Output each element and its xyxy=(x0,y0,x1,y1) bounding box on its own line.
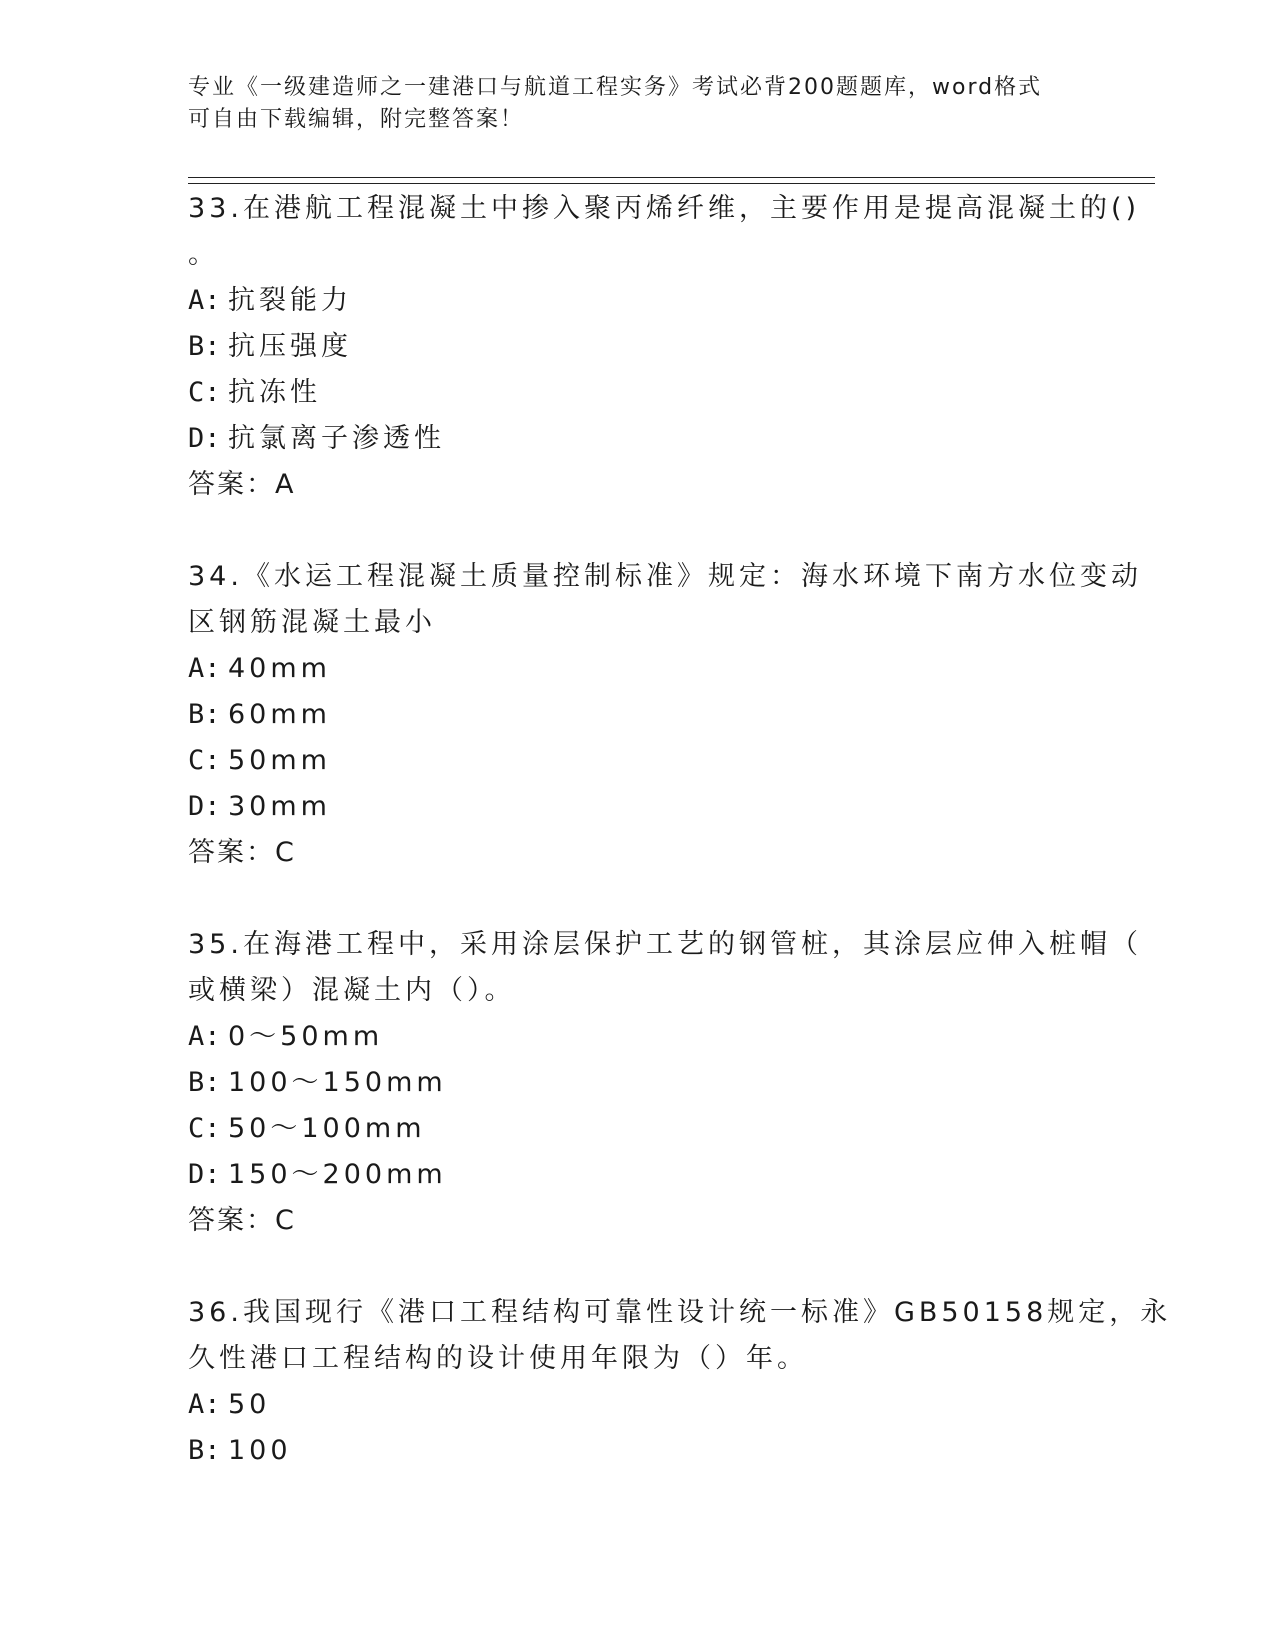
spacer xyxy=(188,508,1088,554)
option-key: C: xyxy=(188,745,221,776)
question-stem-line-1: 35.在海港工程中，采用涂层保护工艺的钢管桩，其涂层应伸入桩帽（ xyxy=(188,929,1142,960)
option-c xyxy=(188,1106,1088,1152)
option-d xyxy=(188,784,1088,830)
option-key: D: xyxy=(188,423,221,454)
question-36 xyxy=(188,1290,1172,1474)
option-key: B: xyxy=(188,331,221,362)
option-key: A: xyxy=(188,653,221,684)
header-title-line-1: 专业《一级建造师之一建港口与航道工程实务》考试必背200题题库，word格式 xyxy=(188,75,1043,100)
option-a xyxy=(188,1382,1088,1428)
question-35 xyxy=(188,922,1142,1244)
question-list xyxy=(188,186,1172,1474)
question-stem-line-2: 。 xyxy=(188,239,219,270)
question-34 xyxy=(188,554,1142,876)
option-text: 抗冻性 xyxy=(228,377,321,408)
question-stem-line-2: 或横梁）混凝土内（）。 xyxy=(188,975,516,1006)
option-key: D: xyxy=(188,791,221,822)
header-divider-top xyxy=(188,177,1155,178)
document-header xyxy=(188,72,1088,136)
option-a xyxy=(188,1014,1088,1060)
question-33 xyxy=(188,186,1141,508)
option-text: 50～100mm xyxy=(228,1113,426,1144)
option-a xyxy=(188,278,1088,324)
question-stem-line-1: 34.《水运工程混凝土质量控制标准》规定：海水环境下南方水位变动 xyxy=(188,561,1142,592)
question-stem-line-1: 33.在港航工程混凝土中掺入聚丙烯纤维，主要作用是提高混凝土的() xyxy=(188,193,1141,224)
header-title-line-2: 可自由下载编辑，附完整答案！ xyxy=(188,107,525,132)
option-key: C: xyxy=(188,1113,221,1144)
option-b xyxy=(188,1428,1088,1474)
option-key: A: xyxy=(188,285,221,316)
option-key: C: xyxy=(188,377,221,408)
question-stem-line-2: 久性港口工程结构的设计使用年限为（）年。 xyxy=(188,1343,808,1374)
option-b xyxy=(188,324,1088,370)
option-d xyxy=(188,416,1088,462)
option-text: 30mm xyxy=(228,791,331,822)
option-key: B: xyxy=(188,1067,221,1098)
question-stem xyxy=(188,922,1142,1014)
header-divider-bottom xyxy=(188,183,1155,184)
option-b xyxy=(188,692,1088,738)
option-text: 150～200mm xyxy=(228,1159,447,1190)
answer-line: 答案：C xyxy=(188,1205,296,1236)
option-text: 60mm xyxy=(228,699,331,730)
option-text: 100～150mm xyxy=(228,1067,447,1098)
option-text: 0～50mm xyxy=(228,1021,384,1052)
option-text: 50mm xyxy=(228,745,331,776)
option-key: A: xyxy=(188,1389,221,1420)
option-text: 40mm xyxy=(228,653,331,684)
option-c xyxy=(188,738,1088,784)
question-stem xyxy=(188,554,1142,646)
option-text: 抗氯离子渗透性 xyxy=(228,423,445,454)
question-stem xyxy=(188,1290,1172,1382)
option-key: B: xyxy=(188,699,221,730)
spacer xyxy=(188,1244,1088,1290)
option-key: B: xyxy=(188,1435,221,1466)
question-stem xyxy=(188,186,1141,278)
option-text: 100 xyxy=(228,1435,292,1466)
option-text: 50 xyxy=(228,1389,271,1420)
spacer xyxy=(188,876,1088,922)
option-text: 抗压强度 xyxy=(228,331,352,362)
option-c xyxy=(188,370,1088,416)
option-key: D: xyxy=(188,1159,221,1190)
option-text: 抗裂能力 xyxy=(228,285,352,316)
option-key: A: xyxy=(188,1021,221,1052)
option-d xyxy=(188,1152,1088,1198)
question-stem-line-2: 区钢筋混凝土最小 xyxy=(188,607,436,638)
option-a xyxy=(188,646,1088,692)
question-stem-line-1: 36.我国现行《港口工程结构可靠性设计统一标准》GB50158规定，永 xyxy=(188,1297,1172,1328)
answer-line: 答案：A xyxy=(188,469,296,500)
option-b xyxy=(188,1060,1088,1106)
answer-line: 答案：C xyxy=(188,837,296,868)
